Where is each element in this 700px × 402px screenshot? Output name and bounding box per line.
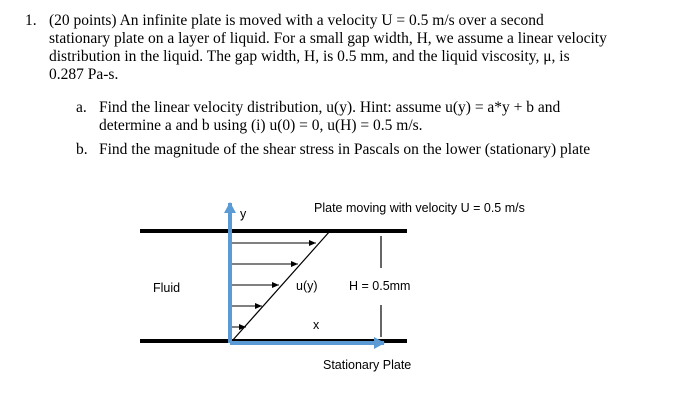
part-a-label: a. <box>76 99 87 116</box>
part-b-label: b. <box>76 141 88 158</box>
x-axis-label: x <box>313 318 320 332</box>
problem-number: 1. <box>25 12 37 29</box>
part-a-line: determine a and b using (i) u(0) = 0, u(H) = 0.5 m/s. <box>99 117 423 134</box>
stationary-plate-label: Stationary Plate <box>323 358 412 372</box>
problem-line: distribution in the liquid. The gap width, H, is 0.5 mm, and the liquid viscosity, μ, is <box>49 48 570 65</box>
moving-plate-label: Plate moving with velocity U = 0.5 m/s <box>314 201 525 215</box>
gap-width-label: H = 0.5mm <box>349 279 411 293</box>
problem-line: (20 points) An infinite plate is moved with a velocity U = 0.5 m/s over a second <box>49 12 544 29</box>
fluid-label: Fluid <box>153 281 181 295</box>
part-a-line: Find the linear velocity distribution, u(y). Hint: assume u(y) = a*y + b and <box>99 99 561 116</box>
problem-line: stationary plate on a layer of liquid. For a small gap width, H, we assume a linear velocity <box>49 30 607 47</box>
problem-line: 0.287 Pa-s. <box>49 66 119 83</box>
velocity-profile-label: u(y) <box>296 279 318 293</box>
y-axis-label: y <box>240 207 247 221</box>
part-b-line: Find the magnitude of the shear stress in Pascals on the lower (stationary) plate <box>99 141 591 158</box>
